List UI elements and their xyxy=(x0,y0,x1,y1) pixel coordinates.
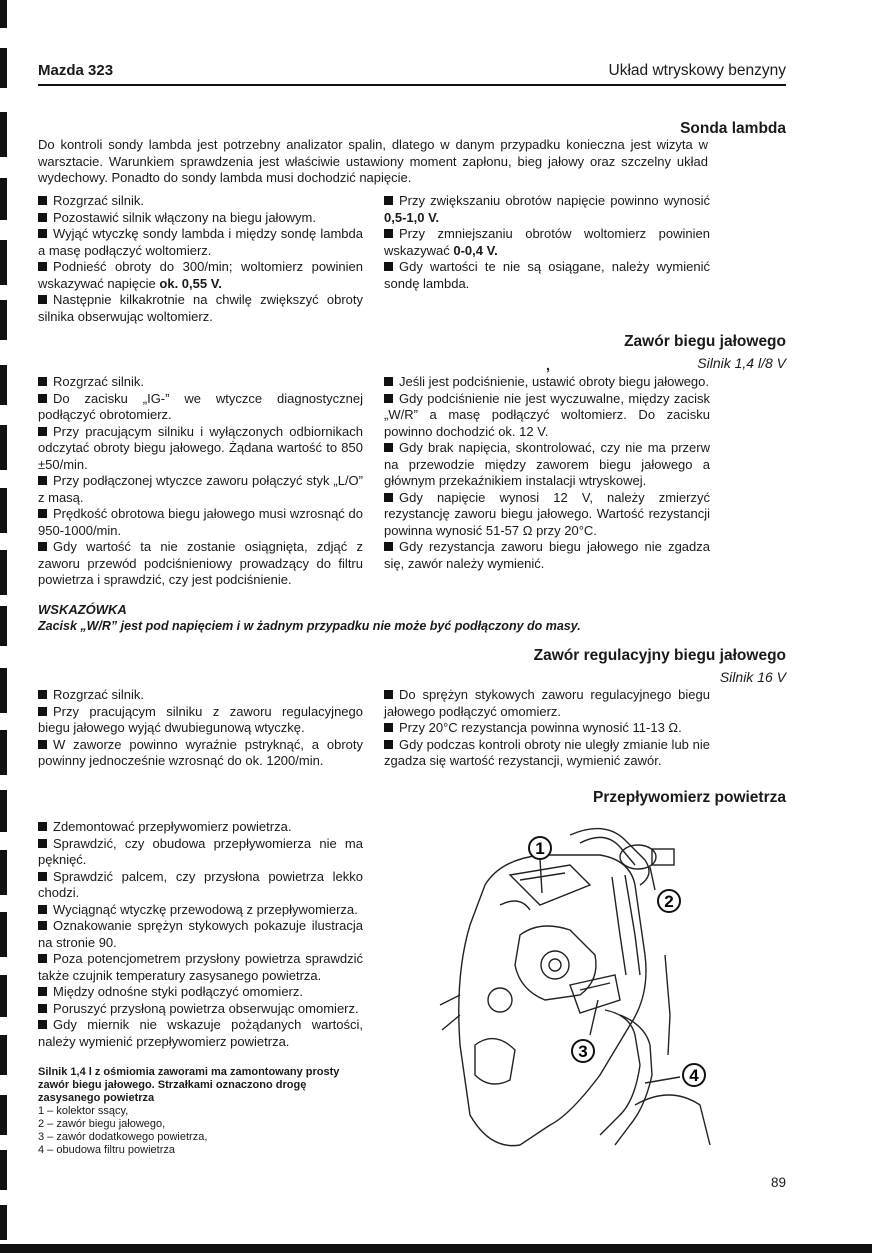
bullet-square-icon xyxy=(38,394,47,403)
intake-manifold-shape xyxy=(510,865,590,905)
list-item: Gdy miernik nie wskazuje pożądanych wartości, należy wymienić przepływomierz powietrza. xyxy=(38,1017,363,1049)
caption-title: Silnik 1,4 l z ośmiomia zaworami ma zamontowany prosty zawór biegu jałowego. Strzałkami oznaczono drogę zasysanego powietrza xyxy=(38,1066,340,1104)
binding-mark xyxy=(0,300,7,340)
binding-mark xyxy=(0,668,7,713)
section-title-airflow-meter: Przepływomierz powietrza xyxy=(593,789,786,806)
bullet-square-icon xyxy=(384,229,393,238)
binding-mark xyxy=(0,1095,7,1135)
bullet-square-icon xyxy=(384,740,393,749)
binding-mark xyxy=(0,790,7,832)
binding-mark xyxy=(0,912,7,957)
bullet-square-icon xyxy=(38,905,47,914)
lambda-intro: Do kontroli sondy lambda jest potrzebny analizator spalin, dlatego w danym przypadku konieczna jest wizyta w warsztacie. Warunkiem sprawdzenia jest właściwie ustawiony moment zapłonu, bieg jałowy oraz szczelny układ wydechowy. Ponadto do sondy lambda musi dochodzić napięcie. xyxy=(38,137,708,185)
bullet-square-icon xyxy=(38,690,47,699)
bullet-square-icon xyxy=(384,723,393,732)
bottom-edge-bar xyxy=(0,1244,872,1253)
aux-air-valve xyxy=(570,975,620,1013)
throttle-circle xyxy=(541,951,569,979)
binding-mark xyxy=(0,48,7,88)
bullet-square-icon xyxy=(384,542,393,551)
lower-intake-hose-outer xyxy=(615,1015,652,1145)
bullet-square-icon xyxy=(38,839,47,848)
idle-valve-body xyxy=(620,845,656,869)
aux-valve-detail xyxy=(580,983,610,990)
bullet-square-icon xyxy=(38,509,47,518)
engine-part xyxy=(488,988,512,1012)
engine-detail xyxy=(500,901,530,910)
bullet-square-icon xyxy=(38,954,47,963)
list-item: W zaworze powinno wyraźnie pstryknąć, a obroty powinny jednocześnie wzrosnąć do ok. 1200/min. xyxy=(38,736,363,768)
list-item: Rozgrzać silnik. xyxy=(38,687,363,704)
list-item: Pozostawić silnik włączony na biegu jałowym. xyxy=(38,210,363,227)
list-item: Między odnośne styki podłączyć omomierz. xyxy=(38,984,363,1001)
right-hose xyxy=(665,955,670,1055)
bullet-square-icon xyxy=(38,872,47,881)
hint-title: WSKAZÓWKA xyxy=(38,602,127,617)
lambda-left-column xyxy=(38,193,363,325)
throttle-hub xyxy=(549,959,561,971)
bullet-square-icon xyxy=(38,987,47,996)
bullet-square-icon xyxy=(38,377,47,386)
intake-system-illustration xyxy=(430,815,720,1165)
section-title-regulating-valve: Zawór regulacyjny biegu jałowego xyxy=(533,647,786,664)
bullet-square-icon xyxy=(384,443,393,452)
hint-text: Zacisk „W/R” jest pod napięciem i w żadnym przypadku nie może być podłączony do masy. xyxy=(38,619,581,633)
engine-part xyxy=(475,1039,515,1084)
section-title-lambda: Sonda lambda xyxy=(680,120,786,137)
regulating-left-column xyxy=(38,687,363,770)
list-item: Sprawdzić, czy obudowa przepływomierza nie ma pęknięć. xyxy=(38,835,363,867)
list-item: Gdy rezystancja zaworu biegu jałowego nie zgadza się, zawór należy wymienić. xyxy=(384,539,710,571)
bullet-square-icon xyxy=(384,394,393,403)
binding-mark xyxy=(0,112,7,157)
lambda-right-column xyxy=(384,193,710,292)
manifold-detail xyxy=(520,873,565,880)
binding-mark xyxy=(0,730,7,775)
bullet-square-icon xyxy=(38,822,47,831)
callout-label: 4 xyxy=(689,1066,699,1085)
callout-label: 1 xyxy=(535,839,545,858)
bullet-square-icon xyxy=(384,262,393,271)
bullet-square-icon xyxy=(38,1004,47,1013)
lower-intake-hose xyxy=(600,1010,640,1135)
list-item: Jeśli jest podciśnienie, ustawić obroty biegu jałowego. xyxy=(384,374,710,391)
list-item: Przy 20°C rezystancja powinna wynosić 11-13 Ω. xyxy=(384,720,710,737)
bullet-square-icon xyxy=(384,377,393,386)
list-item: Gdy napięcie wynosi 12 V, należy zmierzyć rezystancję zaworu biegu jałowego. Wartość rezystancji powinna wynosić 51-57 Ω przy 20°C. xyxy=(384,489,710,538)
binding-mark xyxy=(0,240,7,285)
binding-mark xyxy=(0,0,7,28)
list-item: Wyjąć wtyczkę sondy lambda i między sondę lambda a masę podłączyć woltomierz. xyxy=(38,226,363,258)
bullet-square-icon xyxy=(38,295,47,304)
binding-mark xyxy=(0,178,7,220)
caption-item: 4 – obudowa filtru powietrza xyxy=(38,1144,175,1156)
binding-mark xyxy=(0,550,7,595)
print-speck: , xyxy=(546,357,550,373)
binding-mark xyxy=(0,1205,7,1240)
list-item: Przy pracującym silniku i wyłączonych odbiornikach odczytać obroty biegu jałowego. Żądana wartość to 850 ±50/min. xyxy=(38,423,363,472)
list-item: Przy zmniejszaniu obrotów woltomierz powinien wskazywać 0-0,4 V. xyxy=(384,226,710,258)
bullet-square-icon xyxy=(38,427,47,436)
figure-caption xyxy=(38,1066,368,1157)
bullet-square-icon xyxy=(38,1020,47,1029)
bullet-square-icon xyxy=(38,262,47,271)
bullet-square-icon xyxy=(38,196,47,205)
vertical-pipe-inner xyxy=(612,877,626,975)
list-item: Gdy brak napięcia, skontrolować, czy nie ma przerw na przewodzie między zaworem biegu jałowego a głównym przekaźnikiem instalacji wtryskowej. xyxy=(384,440,710,488)
bullet-square-icon xyxy=(38,542,47,551)
regulating-right-column xyxy=(384,687,710,770)
bullet-square-icon xyxy=(38,476,47,485)
bullet-square-icon xyxy=(38,229,47,238)
header-chapter: Układ wtryskowy benzyny xyxy=(608,62,786,79)
idle-left-column xyxy=(38,374,363,589)
bullet-square-icon xyxy=(38,921,47,930)
list-item: Gdy wartości te nie są osiągane, należy wymienić sondę lambda. xyxy=(384,259,710,291)
callout-label: 3 xyxy=(578,1042,588,1061)
list-item: Gdy podciśnienie nie jest wyczuwalne, między zacisk „W/R” a masę podłączyć woltomierz. Do zacisku powinno dochodzić ok. 12 V. xyxy=(384,390,710,439)
idle-subtitle: Silnik 1,4 l/8 V xyxy=(697,355,786,371)
list-item: Gdy podczas kontroli obroty nie uległy zmianie lub nie zgadza się wartość rezystancji, wymienić zawór. xyxy=(384,736,710,768)
binding-mark xyxy=(0,1150,7,1190)
binding-mark xyxy=(0,425,7,470)
bullet-square-icon xyxy=(38,707,47,716)
regulating-subtitle: Silnik 16 V xyxy=(719,669,786,685)
list-item: Przy zwiększaniu obrotów napięcie powinno wynosić 0,5-1,0 V. xyxy=(384,193,710,225)
vertical-pipe xyxy=(625,875,640,975)
section-title-idle-valve: Zawór biegu jałowego xyxy=(624,333,786,350)
binding-mark xyxy=(0,1035,7,1075)
page-number: 89 xyxy=(770,1175,786,1190)
list-item: Przy podłączonej wtyczce zaworu połączyć styk „L/O” z masą. xyxy=(38,473,363,505)
caption-item: 1 – kolektor ssący, xyxy=(38,1105,129,1117)
bullet-square-icon xyxy=(384,493,393,502)
list-item: Zdemontować przepływomierz powietrza. xyxy=(38,819,363,836)
list-item: Rozgrzać silnik. xyxy=(38,193,363,210)
airflow-left-column xyxy=(38,819,363,1050)
list-item: Sprawdzić palcem, czy przysłona powietrza lekko chodzi. xyxy=(38,868,363,900)
list-item: Oznakowanie sprężyn stykowych pokazuje ilustracja na stronie 90. xyxy=(38,918,363,950)
idle-right-column xyxy=(384,374,710,572)
engine-detail xyxy=(440,995,460,1030)
list-item: Gdy wartość ta nie zostanie osiągnięta, zdjąć z zaworu przewód podciśnieniowy prowadzący do filtru powietrza i sprawdzić, czy jest podciśnienie. xyxy=(38,539,363,587)
list-item: Rozgrzać silnik. xyxy=(38,374,363,391)
header-title: Mazda 323 xyxy=(38,62,114,79)
list-item: Przy pracującym silniku z zaworu regulacyjnego biegu jałowego wyjąć dwubiegunową wtyczkę. xyxy=(38,703,363,735)
leader-line xyxy=(540,859,542,893)
leader-line xyxy=(650,867,655,890)
list-item: Poza potencjometrem przysłony powietrza sprawdzić także czujnik temperatury zasysanego powietrza. xyxy=(38,951,363,983)
binding-mark xyxy=(0,488,7,533)
binding-mark xyxy=(0,975,7,1017)
caption-item: 3 – zawór dodatkowego powietrza, xyxy=(38,1131,208,1143)
list-item: Poruszyć przysłoną powietrza obserwując omomierz. xyxy=(38,1001,363,1018)
callout-label: 2 xyxy=(664,892,674,911)
list-item: Wyciągnąć wtyczkę przewodową z przepływomierza. xyxy=(38,902,363,919)
list-item: Prędkość obrotowa biegu jałowego musi wzrosnąć do 950-1000/min. xyxy=(38,506,363,538)
leader-line xyxy=(590,1000,598,1035)
binding-mark xyxy=(0,365,7,405)
air-filter-housing xyxy=(635,1095,710,1145)
binding-mark xyxy=(0,850,7,895)
list-item: Do zacisku „IG-” we wtyczce diagnostycznej podłączyć obrotomierz. xyxy=(38,390,363,422)
bullet-square-icon xyxy=(384,690,393,699)
caption-item: 2 – zawór biegu jałowego, xyxy=(38,1118,166,1130)
bullet-square-icon xyxy=(38,740,47,749)
bullet-square-icon xyxy=(384,196,393,205)
list-item: Następnie kilkakrotnie na chwilę zwiększyć obroty silnika obserwując woltomierz. xyxy=(38,292,363,324)
list-item: Podnieść obroty do 300/min; woltomierz powinien wskazywać napięcie ok. 0,55 V. xyxy=(38,259,363,291)
list-item: Do sprężyn stykowych zaworu regulacyjnego biegu jałowego podłączyć omomierz. xyxy=(384,687,710,719)
bullet-square-icon xyxy=(38,213,47,222)
header-rule xyxy=(38,84,786,86)
binding-mark xyxy=(0,606,7,646)
